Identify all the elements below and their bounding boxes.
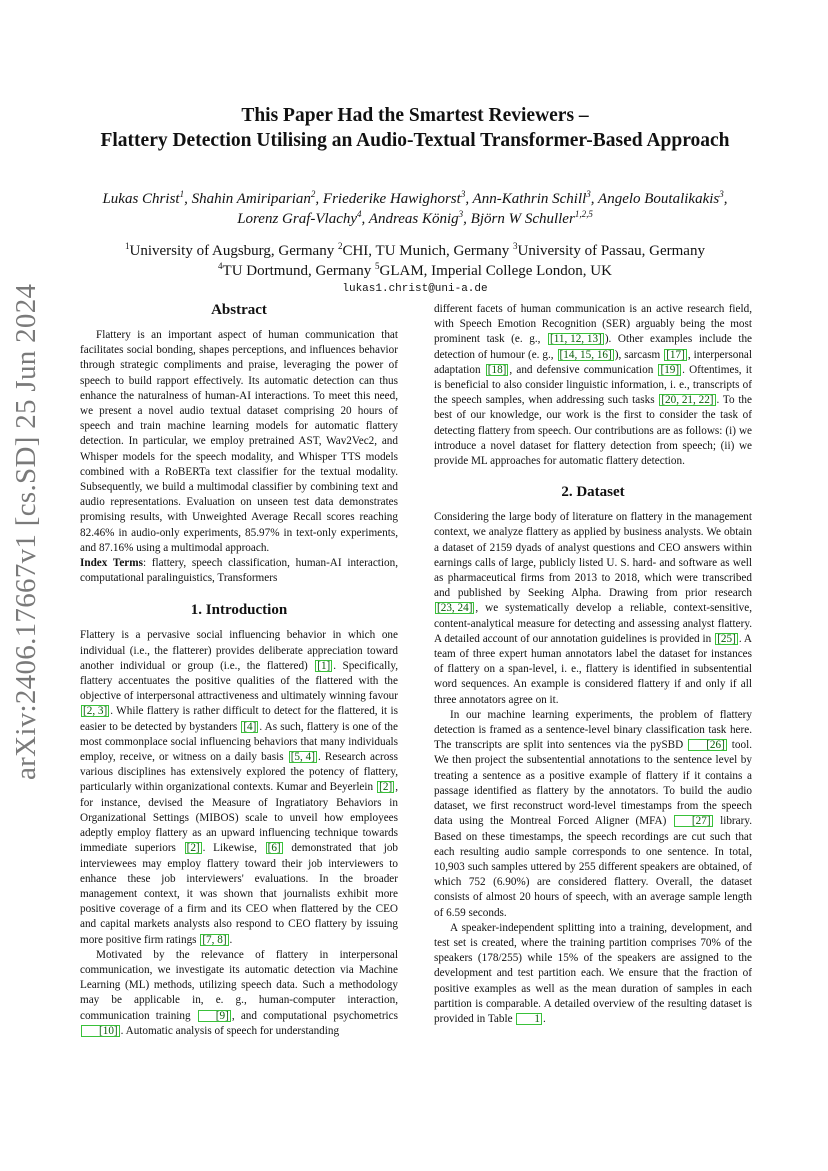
- affiliation-mark: 2: [337, 241, 343, 251]
- author-affiliation-mark: 3: [586, 189, 591, 199]
- affiliation-name: University of Augsburg, Germany: [129, 243, 335, 259]
- abstract-text: Flattery is an important aspect of human communication that facilitates social bonding, shapes perceptions, and influences behavior through strategic compliments and praise, leveraging the power of speech to build rapport effectively. Its automatic detection can thus enhance the naturalness of human-AI interactions. To meet this need, we present a novel audio textual dataset comprising 20 hours of speech and train machine learning models for automatic flattery detection. In particular, we employ pretrained AST, Wav2Vec2, and Whisper models for the speech modality, and Whisper TTS models combined with a RoBERTa text classifier for the textual modality. Subsequently, we build a multimodal classifier by combining text and audio representations. Evaluation on unseen test data demonstrates promising results, with Unweighted Average Recall scores reaching 82.46% in audio-only experiments, 85.97% in text-only experiments, and 87.16% using a multimodal approach.: [80, 329, 398, 554]
- citation-link[interactable]: [2, 3]: [83, 705, 108, 718]
- intro-paragraph-1: Flattery is a pervasive social influencing behavior in which one individual (i.e., the flatterer) provides deliberate appreciation toward another individual or group (i.e., the flattered) [1] . Specifically, flattery accentuates the positive qualities of the flattered with the objective of interpersonal attractiveness and ultimately winning favour [2, 3] . While flattery is rather difficult to detect for the flattered, it is easier to be detected by bystanders [4] . As such, flattery is one of the most commonplace social influencing behaviors that many individuals employ, receive, or witness on a daily basis [5, 4] . Research across various disciplines has extensively explored the potency of flattery, particularly within organizational contexts. Kumar and Beyerlein [2] , for instance, devised the Measure of Ingratiatory Behaviors in Organizational Settings (MIBOS) scale to unveil how employees adeptly employ flattery as an upward influencing technique towards immediate superiors [2] . Likewise, [6] demonstrated that job interviewees may employ flattery toward their job interviewers to enhance these job interviewers' evaluations. In the broader management context, it was shown that journalists exhibit more positive coverage of a firm and its CEO when flattered by the CEO and capital markets analysts also respond to CEO flattery by issuing more positive firm ratings [7, 8] .: [80, 629, 399, 946]
- citation-link[interactable]: [18]: [487, 363, 507, 376]
- author-name: Björn W Schuller: [470, 211, 575, 227]
- citation-link[interactable]: [1]: [317, 659, 331, 672]
- author-affiliation-mark: 3: [458, 209, 464, 219]
- affiliation-mark: 3: [513, 241, 518, 251]
- dataset-heading: 2. Dataset: [561, 484, 625, 501]
- citation-link[interactable]: [10]: [81, 1025, 120, 1037]
- author-affiliation-mark: 2: [310, 189, 316, 199]
- author-affiliation-mark: 3: [719, 189, 724, 199]
- affiliation-mark: 4: [218, 261, 223, 271]
- title-line-1: This Paper Had the Smartest Reviewers –: [241, 105, 589, 126]
- author-affiliation-mark: 1: [179, 189, 185, 199]
- author-list: Lukas Christ$^1$, Shahin Amiriparian$^2$, Friederike Hawighorst$^3$, Ann-Kathrin Schill$^3$, Angelo Boutalikakis$^3$, Lorenz Graf-Vlachy$^4$, Andreas König$^3$, Björn W Schuller$^{1,2,5}$: [102, 189, 728, 227]
- citation-link[interactable]: [4]: [243, 720, 257, 733]
- citation-link[interactable]: [6]: [267, 842, 281, 855]
- author-affiliation-mark: 1,2,5: [574, 209, 593, 219]
- citation-link[interactable]: [11, 12, 13]: [550, 333, 602, 346]
- author-affiliation-mark: 4: [357, 209, 362, 219]
- citation-link[interactable]: [2]: [186, 842, 200, 855]
- citation-link[interactable]: [26]: [688, 739, 727, 751]
- affiliation-name: CHI, TU Munich, Germany: [342, 243, 510, 259]
- author-name: Ann-Kathrin Schill: [472, 191, 587, 207]
- citation-link[interactable]: [23, 24]: [437, 602, 473, 615]
- title-line-2: Flattery Detection Utilising an Audio-Textual Transformer-Based Approach: [100, 130, 730, 151]
- dataset-paragraph-3: A speaker-independent splitting into a training, development, and test set is created, where the training partition comprises 70% of the speakers (178/255) while 15% of the speakers are assigned to the development and test partition each. We ensure that the fraction of positive examples as well as the mean duration of samples in each partition is comparable. A detailed overview of the resulting dataset is provided in Table 1 .: [434, 921, 752, 1025]
- affiliation-name: TU Dortmund, Germany: [222, 263, 372, 279]
- affiliation-mark: 5: [375, 261, 380, 271]
- citation-link[interactable]: [19]: [660, 363, 680, 376]
- arxiv-stamp: arXiv:2406.17667v1 [cs.SD] 25 Jun 2024: [10, 283, 42, 780]
- citation-link[interactable]: [25]: [717, 632, 736, 645]
- intro-paragraph-2-part-1: Motivated by the relevance of flattery in interpersonal communication, we investigate its automatic detection via Machine Learning (ML) methods, utilizing speech data. Such a methodology may be applicable in, e. g., human-computer interaction, communication training [9] , and computational psychometrics [10] . Automatic analysis of speech for understanding: [80, 948, 398, 1037]
- index-terms-label: Index Terms: [80, 557, 143, 570]
- contact-email[interactable]: lukas1.christ@uni-a.de: [342, 283, 488, 295]
- left-column: [80, 300, 398, 1039]
- paper-title: [60, 103, 770, 153]
- intro-paragraph-2-part-2: different facets of human communication is an active research field, with Speech Emotion Recognition (SER) arguably being the most prominent task (e. g., [11, 12, 13] ). Other examples include the detection of humour (e. g., [14, 15, 16] ), sarcasm [17] , interpersonal adaptation [18] , and defensive communication [19] . Oftentimes, it is beneficial to also consider linguistic information, i. e., transcripts of the speech samples, when addressing such tasks [20, 21, 22] . To the best of our knowledge, our work is the first to consider the task of detecting flattery from speech. Our contributions are as follows: (i) we introduce a novel dataset for flattery detection from speech; (ii) we provide ML approaches for automatic flattery detection.: [434, 303, 753, 468]
- citation-link[interactable]: [5, 4]: [290, 751, 315, 764]
- citation-link[interactable]: [17]: [666, 348, 685, 361]
- affiliation-mark: 1: [125, 241, 130, 251]
- intro-heading: 1. Introduction: [190, 602, 288, 619]
- right-column: [434, 302, 752, 1027]
- affiliation-name: University of Passau, Germany: [517, 243, 705, 259]
- citation-link[interactable]: [27]: [674, 815, 713, 827]
- dataset-paragraph-2: In our machine learning experiments, the problem of flattery detection is framed as a sentence-level binary classification task here. The transcripts are split into sentences via the pySBD [26] tool. We then project the subsentential annotations to the sentence level by treating a sentence as a positive example of flattery if it contains a passage identified as flattery by the annotators. To build the audio dataset, we first reconstruct word-level timestamps from the speech data using the Montreal Forced Aligner (MFA) [27] library. Based on these timestamps, the speech recordings are cut such that each resulting audio sample corresponds to one sentence. In total, 10,903 such samples uttered by 255 different speakers are obtained, of which 752 (6.90%) are considered flattery. Overall, the dataset consists of almost 20 hours of speech, with an average sample length of 6.59 seconds.: [434, 708, 753, 919]
- citation-link[interactable]: [2]: [379, 781, 393, 794]
- dataset-paragraph-1: Considering the large body of literature on flattery in the management context, we analyze flattery as applied by business analysts. We obtain a dataset of 2159 dyads of analyst questions and CEO answers within earnings calls of large, publicly listed U. S. hard- and software as well as pharmaceutical firms from 2013 to 2018, which were transcribed and published by Seeking Alpha. Drawing from prior research [23, 24] , we systematically develop a reliable, context-sensitive, content-analytical measure for detecting and assessing analyst flattery. A detailed account of our annotation guidelines is provided in [25] . A team of three expert human annotators label the dataset for instances of flattery on a span-level, i. e., flattery is identified in subsentential word sequences. An example is considered flattery if and only if all three annotators agree on it.: [434, 511, 753, 706]
- abstract-heading: Abstract: [211, 302, 267, 318]
- author-name: Andreas König: [368, 211, 459, 227]
- citation-link[interactable]: 1: [516, 1013, 542, 1025]
- author-affiliation-mark: 3: [460, 189, 466, 199]
- author-name: Angelo Boutalikakis: [598, 191, 720, 207]
- author-name: Shahin Amiriparian: [191, 191, 311, 207]
- citation-link[interactable]: [9]: [198, 1010, 231, 1022]
- index-terms: [80, 556, 398, 586]
- affiliation-name: GLAM, Imperial College London, UK: [379, 263, 612, 279]
- index-terms-text: : flattery, speech classification, human-AI interaction, computational paralinguistics, Transformers: [80, 557, 398, 585]
- affiliations: [60, 241, 770, 281]
- author-name: Lukas Christ: [102, 191, 180, 207]
- author-name: Friederike Hawighorst: [322, 191, 461, 207]
- citation-link[interactable]: [14, 15, 16]: [559, 348, 612, 361]
- citation-link[interactable]: [20, 21, 22]: [661, 394, 714, 407]
- author-name: Lorenz Graf-Vlachy: [237, 211, 358, 227]
- citation-link[interactable]: [7, 8]: [202, 933, 227, 946]
